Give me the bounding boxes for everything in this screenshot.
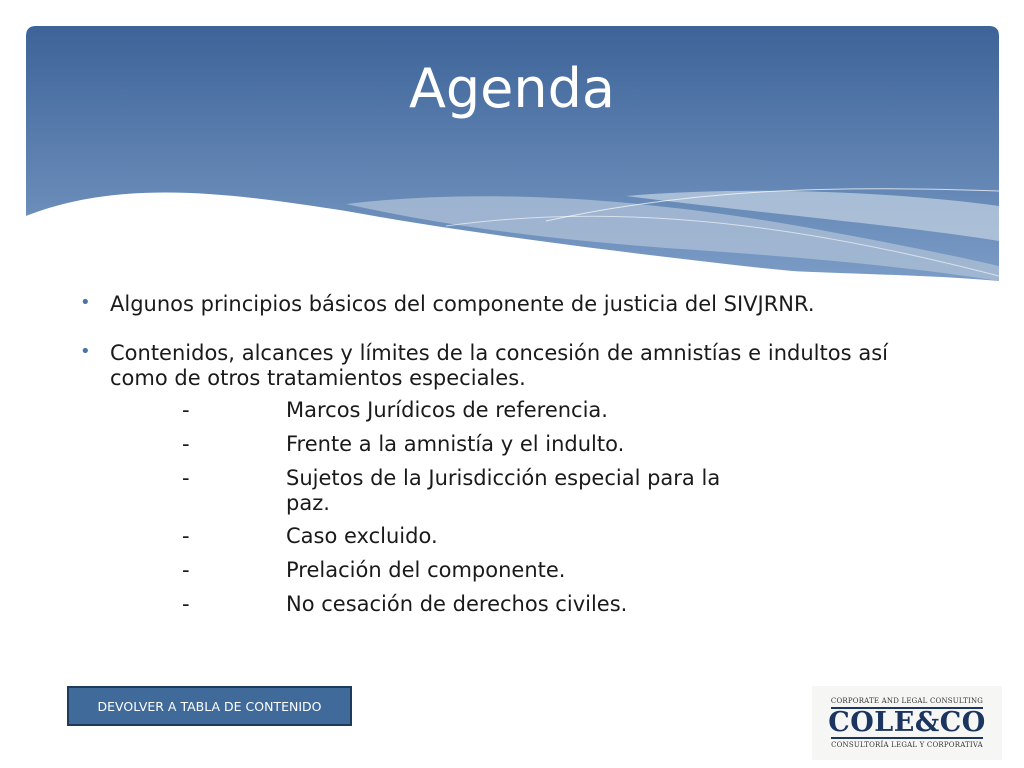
sub-item — [80, 398, 888, 423]
return-to-contents-button[interactable]: DEVOLVER A TABLA DE CONTENIDO — [67, 686, 352, 726]
sub-item — [80, 432, 888, 457]
bullet-icon: • — [80, 292, 91, 313]
sub-item — [80, 524, 888, 549]
sub-item-list — [80, 398, 888, 616]
agenda-bullet — [80, 292, 888, 317]
sub-item-text: Frente a la amnistía y el indulto. — [286, 432, 625, 457]
logo-main-text: COLE&CO — [828, 706, 986, 738]
sub-item — [80, 558, 888, 583]
sub-item-dash: - — [182, 558, 190, 583]
agenda-content — [80, 292, 888, 626]
logo-top-text: CORPORATE AND LEGAL CONSULTING — [831, 697, 983, 709]
sub-item-dash: - — [182, 465, 190, 490]
sub-item-dash: - — [182, 591, 190, 616]
sub-item-text: Sujetos de la Jurisdicción especial para la paz. — [286, 465, 721, 515]
sub-item-dash: - — [182, 432, 190, 457]
slide-title: Agenda — [408, 57, 616, 120]
sub-item — [80, 466, 888, 516]
sub-item — [80, 592, 888, 617]
sub-item-text: Marcos Jurídicos de referencia. — [286, 398, 608, 423]
sub-item-text: No cesación de derechos civiles. — [286, 591, 628, 616]
sub-item-text: Caso excluido. — [286, 524, 438, 549]
sub-item-dash: - — [182, 398, 190, 423]
bullet-icon: • — [80, 340, 91, 362]
sub-item-dash: - — [182, 524, 190, 549]
agenda-bullet — [80, 341, 888, 391]
sub-item-text: Prelación del componente. — [286, 558, 566, 583]
logo-bottom-text: CONSULTORÍA LEGAL Y CORPORATIVA — [831, 737, 983, 749]
company-logo — [812, 686, 1002, 760]
bullet-text: Contenidos, alcances y límites de la concesión de amnistías e indultos así como de otros tratamientos especiales. — [110, 340, 888, 390]
bullet-text: Algunos principios básicos del componente de justicia del SIVJRNR. — [110, 292, 815, 316]
